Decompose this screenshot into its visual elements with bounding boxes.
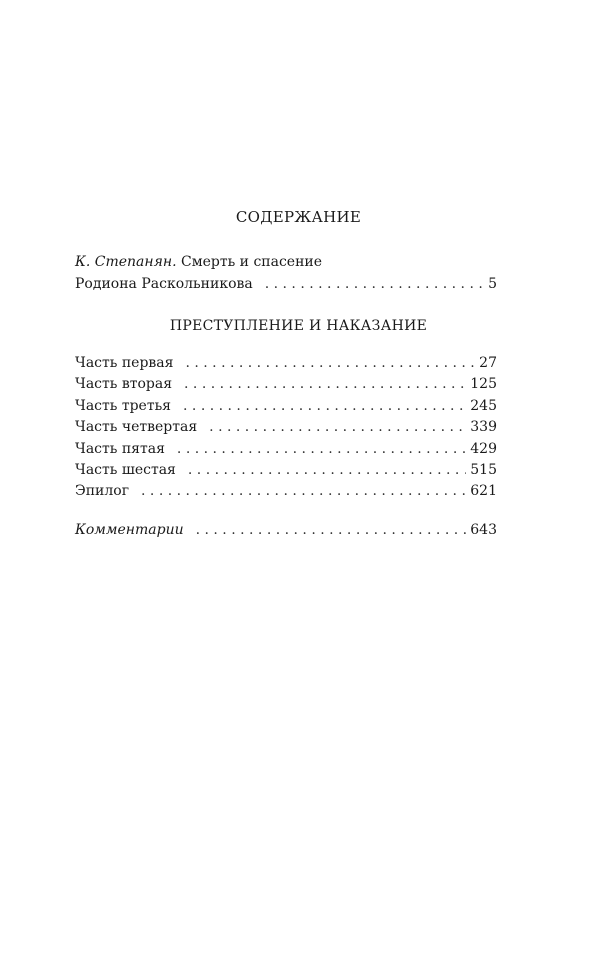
toc-entry-page: 621 xyxy=(470,483,497,500)
toc-entry-part-2 xyxy=(75,376,497,397)
leader-dots xyxy=(265,273,484,295)
intro-entry xyxy=(75,251,497,295)
toc-entry-label: Часть третья xyxy=(75,397,172,414)
intro-author: К. Степанян. xyxy=(75,254,177,270)
intro-line-2 xyxy=(75,273,497,295)
intro-title-part-2: Родиона Раскольникова xyxy=(75,276,253,292)
toc-entry-part-6 xyxy=(75,462,497,483)
intro-line-1 xyxy=(75,251,497,273)
toc-entry-part-1 xyxy=(75,355,497,376)
toc-entry-page: 429 xyxy=(470,440,497,457)
leader-dots xyxy=(177,441,466,457)
contents-title: СОДЕРЖАНИЕ xyxy=(235,208,362,226)
toc-entry-comments xyxy=(75,522,497,543)
intro-title-part-1: Смерть и спасение xyxy=(181,254,323,270)
leader-dots xyxy=(209,419,466,435)
comments-entry xyxy=(75,522,497,543)
toc-entry-page: 125 xyxy=(470,376,497,393)
leader-dots xyxy=(185,355,475,371)
parts-list xyxy=(75,355,497,505)
toc-entry-label: Часть пятая xyxy=(75,440,165,457)
toc-entry-part-4 xyxy=(75,419,497,440)
toc-entry-page: 515 xyxy=(470,461,497,478)
toc-entry-label: Часть первая xyxy=(75,355,174,371)
intro-page-number: 5 xyxy=(488,276,497,292)
leader-dots xyxy=(188,462,466,478)
leader-dots xyxy=(183,398,466,414)
leader-dots xyxy=(196,522,467,538)
toc-entry-part-5 xyxy=(75,441,497,462)
novel-title: ПРЕСТУПЛЕНИЕ И НАКАЗАНИЕ xyxy=(169,318,428,334)
leader-dots xyxy=(141,483,466,499)
toc-entry-page: 245 xyxy=(470,397,497,414)
toc-entry-page: 339 xyxy=(470,419,497,436)
leader-dots xyxy=(184,376,466,392)
toc-entry-page: 27 xyxy=(479,355,497,371)
toc-entry-label: Комментарии xyxy=(75,522,184,538)
toc-entry-label: Эпилог xyxy=(75,483,130,500)
toc-entry-epilogue xyxy=(75,483,497,504)
toc-entry-label: Часть вторая xyxy=(75,376,173,393)
toc-entry-page: 643 xyxy=(470,522,497,538)
toc-entry-label: Часть шестая xyxy=(75,461,176,478)
toc-entry-label: Часть четвертая xyxy=(75,419,198,436)
toc-entry-part-3 xyxy=(75,398,497,419)
